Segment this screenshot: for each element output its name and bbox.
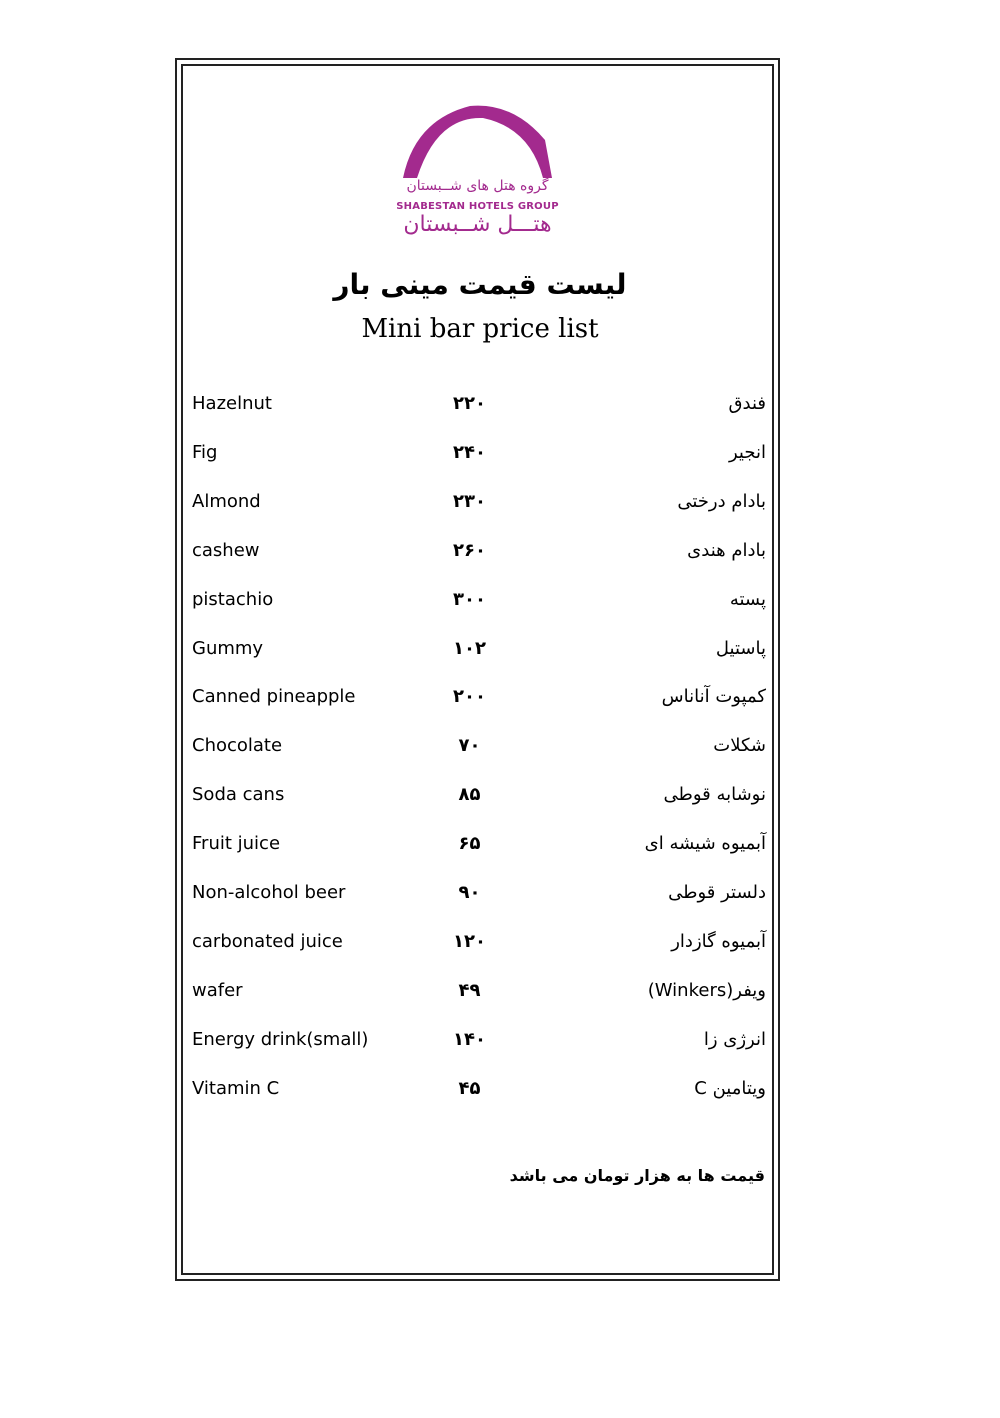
logo-group-name-fa: گروه هتل های شــبستان xyxy=(406,178,549,194)
price-row xyxy=(192,784,766,814)
price-row xyxy=(192,540,766,570)
price-row xyxy=(192,1078,766,1108)
item-price: ۹۰ xyxy=(458,882,481,903)
item-name-en: pistachio xyxy=(192,589,274,610)
item-name-fa: پاستیل xyxy=(715,638,766,659)
item-name-fa: کمپوت آناناس xyxy=(661,686,766,707)
item-price: ۶۵ xyxy=(458,833,481,854)
item-price: ۱۲۰ xyxy=(453,931,486,952)
item-name-fa: آبمیوه شیشه ای xyxy=(644,833,766,854)
price-row xyxy=(192,393,766,423)
item-name-en: Energy drink(small) xyxy=(192,1029,369,1050)
item-name-fa: شکلات xyxy=(713,735,766,756)
item-price: ۲۳۰ xyxy=(453,491,486,512)
item-name-en: Soda cans xyxy=(192,784,285,805)
price-row xyxy=(192,735,766,765)
arch-logo-icon xyxy=(395,100,560,180)
item-name-fa: فندق xyxy=(728,393,766,414)
price-row xyxy=(192,686,766,716)
item-price: ۱۰۲ xyxy=(453,638,486,659)
item-name-en: Fruit juice xyxy=(192,833,281,854)
logo-hotel-name-fa: هتـــل شــبستان xyxy=(403,212,552,237)
item-price: ۴۵ xyxy=(458,1078,481,1099)
item-name-en: Vitamin C xyxy=(192,1078,280,1099)
price-row xyxy=(192,882,766,912)
item-name-en: Hazelnut xyxy=(192,393,272,414)
item-name-fa: آبمیوه گازدار xyxy=(671,931,766,952)
item-name-en: Non-alcohol beer xyxy=(192,882,346,903)
item-name-fa: ویتامین C xyxy=(694,1078,766,1099)
page-title-fa: لیست قیمت مینی بار xyxy=(333,268,627,301)
price-row xyxy=(192,442,766,472)
item-name-fa: بادام درختی xyxy=(677,491,766,512)
price-row xyxy=(192,638,766,668)
item-price: ۲۲۰ xyxy=(453,393,486,414)
logo-group-name-en: SHABESTAN HOTELS GROUP xyxy=(396,201,559,212)
item-name-fa: نوشابه قوطی xyxy=(663,784,766,805)
item-price: ۲۶۰ xyxy=(453,540,486,561)
page-title-en: Mini bar price list xyxy=(361,314,599,344)
item-name-en: carbonated juice xyxy=(192,931,343,952)
item-price: ۱۴۰ xyxy=(453,1029,486,1050)
item-price: ۳۰۰ xyxy=(453,589,486,610)
price-row xyxy=(192,833,766,863)
item-name-en: wafer xyxy=(192,980,243,1001)
price-row xyxy=(192,491,766,521)
item-price: ۲۰۰ xyxy=(453,686,486,707)
item-name-en: Chocolate xyxy=(192,735,283,756)
item-name-fa: ویفر(Winkers) xyxy=(647,980,766,1001)
item-name-en: Almond xyxy=(192,491,261,512)
currency-note: قیمت ها به هزار تومان می باشد xyxy=(509,1166,765,1185)
item-name-fa: دلستر قوطی xyxy=(668,882,766,903)
item-name-fa: انجیر xyxy=(729,442,766,463)
item-price: ۷۰ xyxy=(458,735,481,756)
item-price: ۴۹ xyxy=(458,980,481,1001)
item-price: ۸۵ xyxy=(458,784,481,805)
item-name-fa: بادام هندی xyxy=(687,540,766,561)
price-row xyxy=(192,1029,766,1059)
item-price: ۲۴۰ xyxy=(453,442,486,463)
item-name-en: Fig xyxy=(192,442,218,463)
price-row xyxy=(192,589,766,619)
item-name-en: cashew xyxy=(192,540,260,561)
price-row xyxy=(192,980,766,1010)
item-name-fa: انرژی زا xyxy=(703,1029,766,1050)
item-name-en: Gummy xyxy=(192,638,264,659)
item-name-fa: پسته xyxy=(729,589,766,610)
item-name-en: Canned pineapple xyxy=(192,686,356,707)
price-row xyxy=(192,931,766,961)
hotel-logo xyxy=(395,100,560,245)
